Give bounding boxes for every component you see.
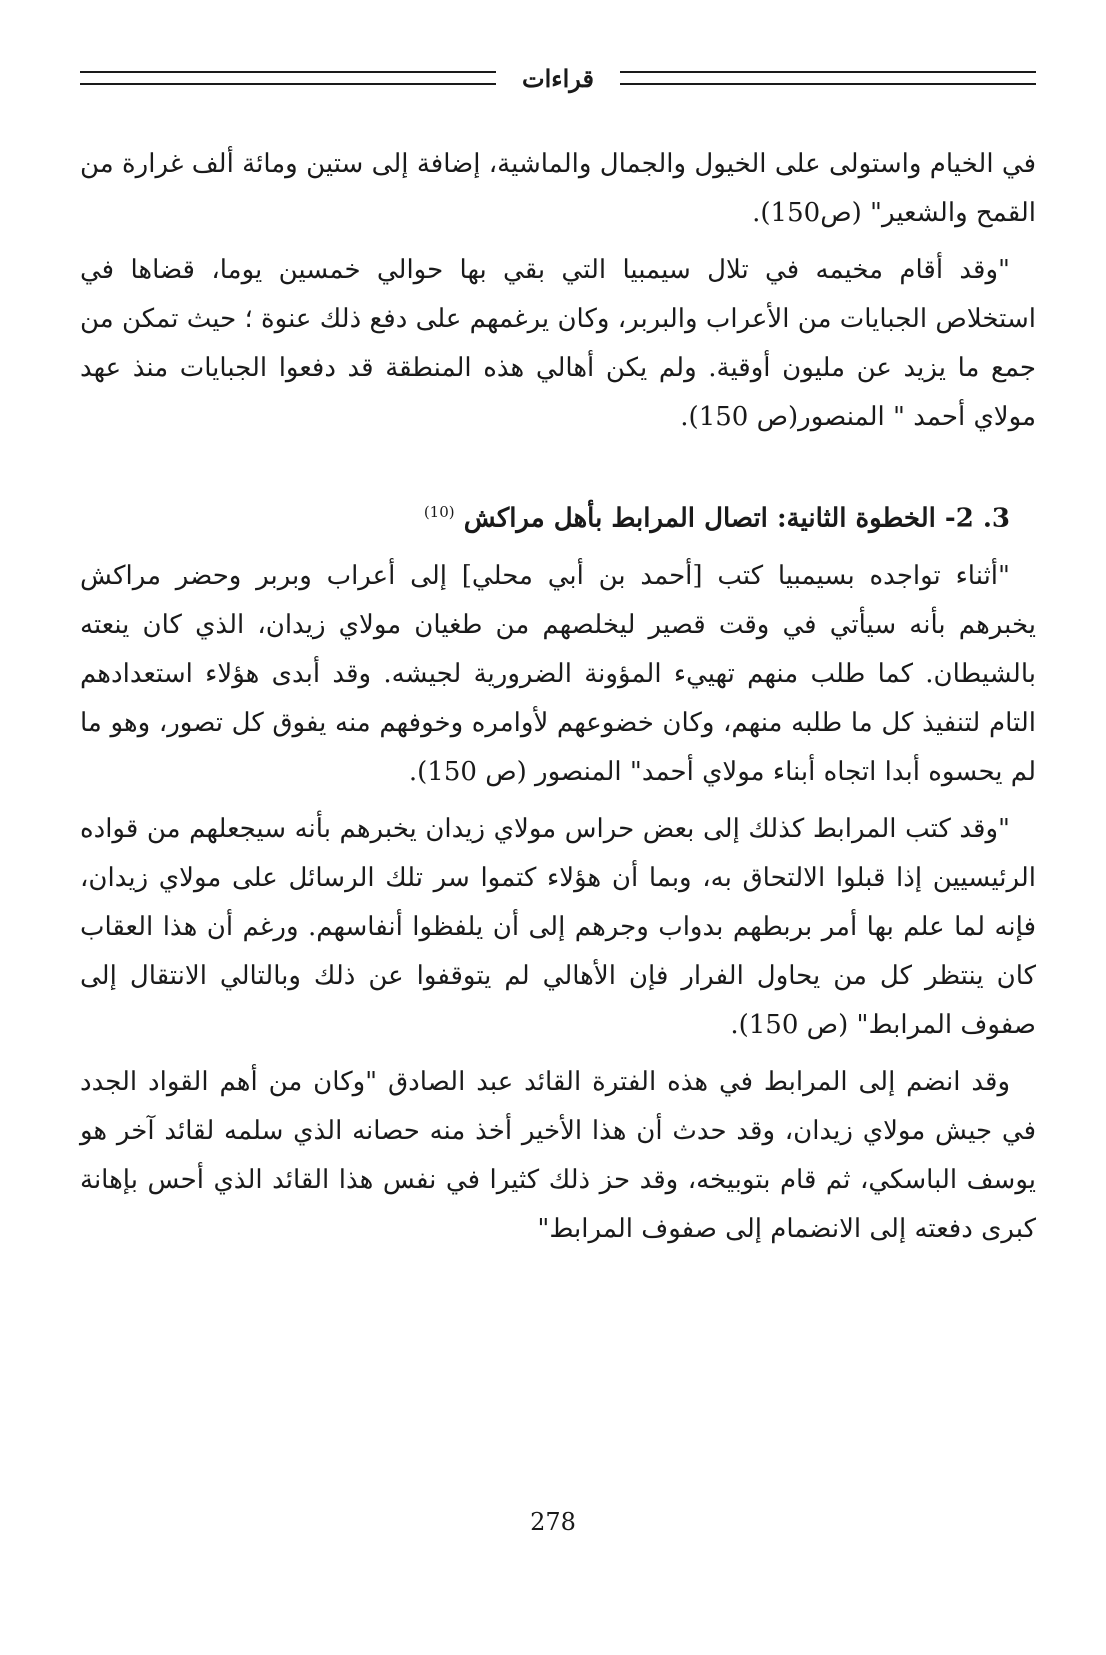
body-text	[80, 140, 1036, 1262]
header-rule-right	[620, 71, 1036, 85]
paragraph-1: في الخيام واستولى على الخيول والجمال والماشية، إضافة إلى ستين ومائة ألف غرارة من القمح والشعير" (ص150).	[80, 149, 1036, 228]
paragraph-2: "وقد أقام مخيمه في تلال سيمبيا التي بقي بها حوالي خمسين يوما، قضاها في استخلاص الجبايات من الأعراب والبربر، وكان يرغمهم على دفع ذلك عنوة ؛ حيث تمكن من جمع ما يزيد عن مليون أوقية. ولم يكن أهالي هذه المنطقة قد دفعوا الجبايات منذ عهد مولاي أحمد " المنصور(ص 150).	[80, 255, 1036, 432]
section-heading	[80, 488, 1036, 544]
section-heading-text: 3. 2- الخطوة الثانية: اتصال المرابط بأهل مراكش	[463, 503, 1010, 534]
paragraph-4: "وقد كتب المرابط كذلك إلى بعض حراس مولاي زيدان يخبرهم بأنه سيجعلهم من قواده الرئيسيين إذا قبلوا الالتحاق به، وبما أن هؤلاء كتموا سر تلك الرسائل على مولاي زيدان، فإنه لما علم بها أمر بربطهم بدواب وجرهم إلى أن يلفظوا أنفاسهم. ورغم أن هذا العقاب كان ينتظر كل من يحاول الفرار فإن الأهالي لم يتوقفوا عن ذلك وبالتالي الانتقال إلى صفوف المرابط" (ص 150).	[80, 813, 1036, 1040]
paragraph-5: وقد انضم إلى المرابط في هذه الفترة القائد عبد الصادق "وكان من أهم القواد الجدد في جيش مولاي زيدان، وقد حدث أن هذا الأخير أخذ منه حصانه الذي سلمه لقائد آخر هو يوسف الباسكي، ثم قام بتوبيخه، وقد حز ذلك كثيرا في نفس هذا القائد الذي أحس بإهانة كبرى دفعته إلى الانضمام إلى صفوف المرابط"	[80, 1066, 1036, 1244]
header-rule-left	[80, 71, 496, 85]
running-header-title: قراءات	[522, 63, 594, 93]
paragraph-3: "أثناء تواجده بسيمبيا كتب [أحمد بن أبي محلي] إلى أعراب وبربر وحضر مراكش يخبرهم بأنه سيأتي في وقت قصير ليخلصهم من طغيان مولاي زيدان، الذي كان ينعته بالشيطان. كما طلب منهم تهييء المؤونة الضرورية لجيشه. وقد أبدى هؤلاء استعدادهم التام لتنفيذ كل ما طلبه منهم، وكان خضوعهم لأوامره وخوفهم منه يفوق كل تصور، وهو ما لم يحسوه أبدا اتجاه أبناء مولاي أحمد" المنصور (ص 150).	[80, 560, 1036, 787]
running-header	[80, 58, 1036, 98]
footnote-reference: (10)	[423, 503, 455, 521]
page-number: 278	[530, 1508, 576, 1536]
